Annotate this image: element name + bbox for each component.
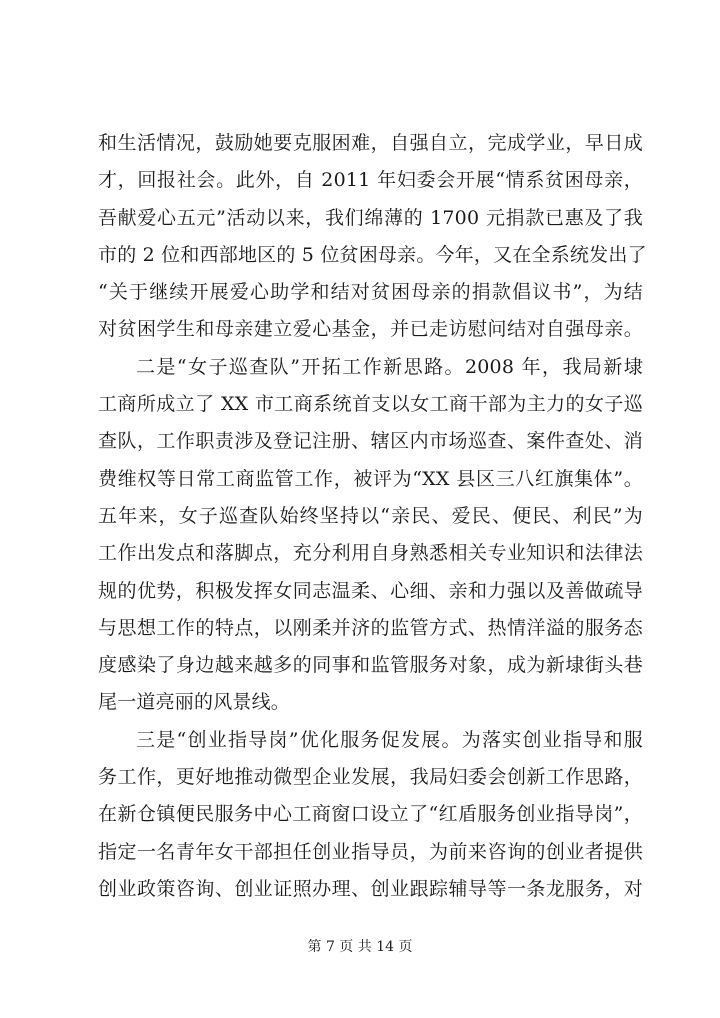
text-line: 吾献爱心五元”活动以来，我们绵薄的 1700 元捐款已惠及了我 <box>98 206 643 229</box>
text-line: 五年来，女子巡查队始终坚持以“亲民、爱民、便民、利民”为 <box>98 504 643 527</box>
text-line: 指定一名青年女干部担任创业指导员，为前来咨询的创业者提供 <box>98 840 643 863</box>
text-line: 与思想工作的特点，以刚柔并济的监管方式、热情洋溢的服务态 <box>98 616 643 639</box>
text-line: 在新仓镇便民服务中心工商窗口设立了“红盾服务创业指导岗”， <box>98 803 643 826</box>
text-line: 费维权等日常工商监管工作，被评为“XX 县区三八红旗集体”。 <box>98 467 643 490</box>
paragraph-start-line: 二是“女子巡查队”开拓工作新思路。2008 年，我局新埭 <box>136 355 643 378</box>
page-number-footer: 第 7 页 共 14 页 <box>307 939 413 955</box>
text-line: 查队，工作职责涉及登记注册、辖区内市场巡查、案件查处、消 <box>98 430 643 453</box>
text-line: 度感染了身边越来越多的同事和监管服务对象，成为新埭街头巷 <box>98 654 643 677</box>
text-line: 才，回报社会。此外，自 2011 年妇委会开展“情系贫困母亲， <box>98 169 643 192</box>
text-line: 规的优势，积极发挥女同志温柔、心细、亲和力强以及善做疏导 <box>98 579 643 602</box>
text-line: 工商所成立了 XX 市工商系统首支以女工商干部为主力的女子巡 <box>98 393 643 416</box>
text-line: 和生活情况，鼓励她要克服困难，自强自立，完成学业，早日成 <box>98 132 643 154</box>
text-line: 务工作，更好地推动微型企业发展，我局妇委会创新工作思路， <box>98 766 643 789</box>
paragraph-end-line: 尾一道亮丽的风景线。 <box>98 691 291 714</box>
text-line: 创业政策咨询、创业证照办理、创业跟踪辅导等一条龙服务，对 <box>98 877 643 900</box>
text-line: 市的 2 位和西部地区的 5 位贫困母亲。今年，又在全系统发出了 <box>98 243 647 266</box>
text-line: 工作出发点和落脚点，充分利用自身熟悉相关专业知识和法律法 <box>98 542 643 565</box>
text-line: “关于继续开展爱心助学和结对贫困母亲的捐款倡议书”，为结 <box>98 281 643 304</box>
text-line: 对贫困学生和母亲建立爱心基金，并已走访慰问结对自强母亲。 <box>98 318 643 341</box>
paragraph-start-line: 三是“创业指导岗”优化服务促发展。为落实创业指导和服 <box>136 728 643 751</box>
body-text <box>98 125 647 908</box>
